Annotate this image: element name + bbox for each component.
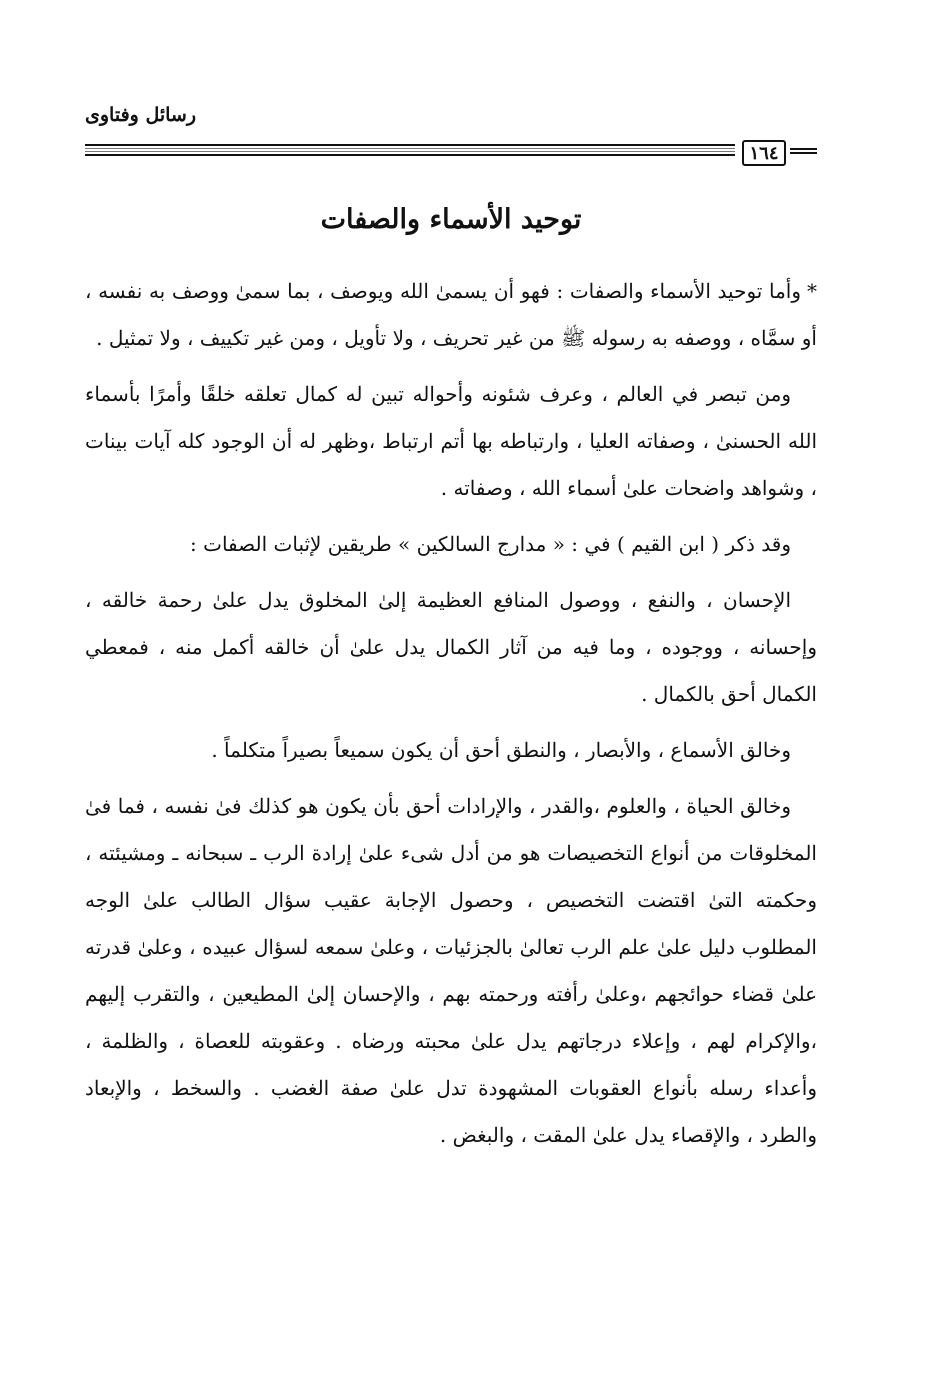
header-rule bbox=[85, 144, 735, 156]
paragraph: وقد ذكر ( ابن القيم ) في : « مدارج السالكين » طريقين لإثبات الصفات : bbox=[190, 532, 791, 556]
running-title: رسائل وفتاوى bbox=[85, 104, 197, 126]
paragraph-text: وأما توحيد الأسماء والصفات : فهو أن يسمىٰ الله ويوصف ، بما سمىٰ ووصف به نفسه ، أو سمَّاه ، ووصفه به رسوله ﷺ من غير تحريف ، ولا تأويل ، ومن غير تكييف ، ولا تمثيل . bbox=[85, 279, 817, 350]
paragraph: ومن تبصر في العالم ، وعرف شئونه وأحواله تبين له كمال تعلقه خلقًا وأمرًا بأسماء الله الحسنىٰ ، وصفاته العليا ، وارتباطه بها أتم ارتباط ،وظهر له أن الوجود كله آيات بينات ، وشواهد واضحات علىٰ أسماء الله ، وصفاته . bbox=[85, 382, 817, 500]
page-number: ١٦٤ bbox=[742, 140, 786, 166]
header-rule-end bbox=[790, 148, 817, 154]
paragraph bbox=[85, 268, 817, 362]
paragraph: وخالق الحياة ، والعلوم ،والقدر ، والإرادات أحق بأن يكون هو كذلك فىٰ نفسه ، فما فىٰ المخلوقات من أنواع التخصيصات هو من أدل شىء علىٰ إرادة الرب ـ سبحانه ـ ومشيئته ، وحكمته التىٰ اقتضت التخصيص ، وحصول الإجابة عقيب سؤال الطالب علىٰ الوجه المطلوب دليل علىٰ علم الرب تعالىٰ بالجزئيات ، وعلىٰ سمعه لسؤال عبيده ، وعلىٰ قدرته علىٰ قضاء حوائجهم ،وعلىٰ رأفته ورحمته بهم ، والإحسان إلىٰ المطيعين ، والتقرب إليهم ،والإكرام لهم ، وإعلاء درجاتهم يدل علىٰ محبته ورضاه . وعقوبته للعصاة ، والظلمة ، وأعداء رسله بأنواع العقوبات المشهودة تدل علىٰ صفة الغضب . والسخط ، والإبعاد والطرد ، والإقصاء يدل علىٰ المقت ، والبغض . bbox=[85, 794, 817, 1147]
body-text bbox=[85, 268, 817, 1168]
asterisk-marker: * bbox=[807, 279, 817, 303]
paragraph: الإحسان ، والنفع ، ووصول المنافع العظيمة إلىٰ المخلوق يدل علىٰ رحمة خالقه ، وإحسانه ، ووجوده ، وما فيه من آثار الكمال يدل علىٰ أن خالقه أكمل منه ، فمعطي الكمال أحق بالكمال . bbox=[85, 588, 817, 706]
section-title: توحيد الأسماء والصفات bbox=[320, 204, 582, 235]
paragraph: وخالق الأسماع ، والأبصار ، والنطق أحق أن يكون سميعاً بصيراً متكلماً . bbox=[211, 738, 791, 762]
